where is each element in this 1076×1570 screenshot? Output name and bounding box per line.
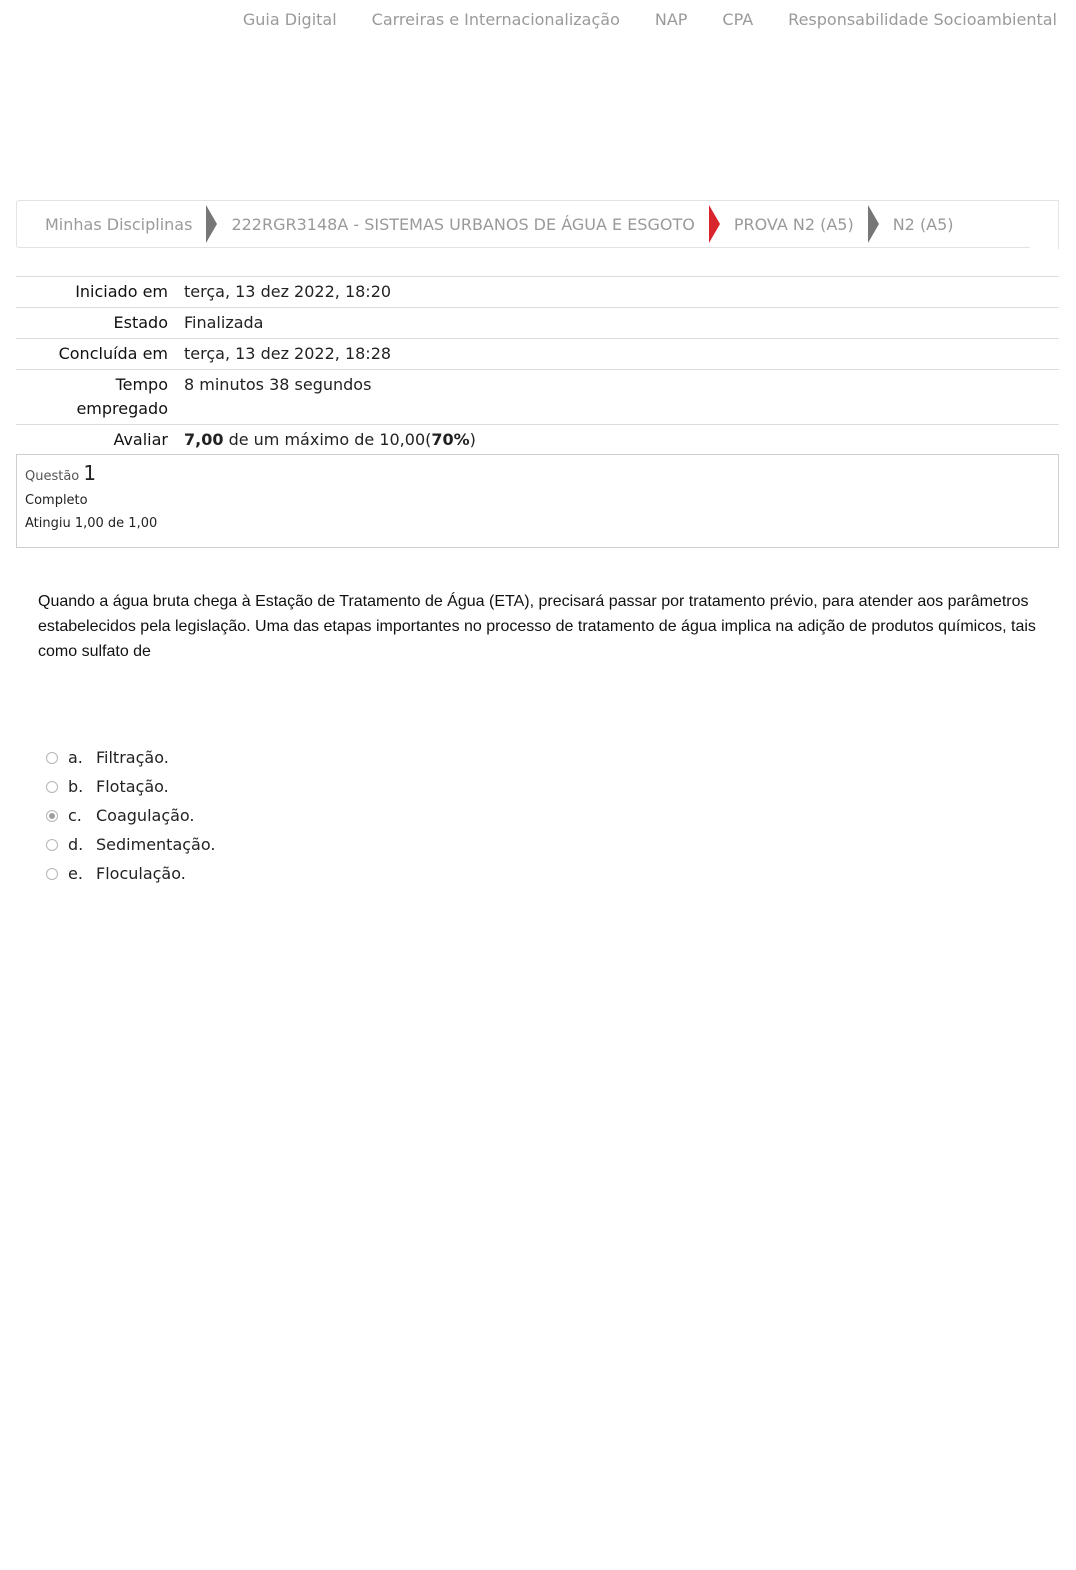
question-number: Questão 1 — [25, 461, 97, 485]
breadcrumb — [16, 200, 1059, 248]
option-letter: e. — [68, 864, 83, 883]
question-text: Quando a água bruta chega à Estação de Tratamento de Água (ETA), precisará passar por tratamento prévio, para atender aos parâmetros estabelecidos pela legislação. Uma das etapas importantes no processo de tratamento de água implica na adição de produtos químicos, tais como sulfato de — [38, 593, 1036, 660]
summary-label: Avaliar — [113, 430, 168, 449]
summary-value: Finalizada — [184, 313, 264, 332]
breadcrumb-current[interactable]: N2 (A5) — [892, 214, 954, 234]
answer-option-b[interactable] — [46, 772, 215, 801]
grade-score: 7,00 — [184, 430, 224, 449]
radio-unchecked-icon[interactable] — [46, 839, 58, 851]
summary-row-started — [16, 277, 1059, 308]
answer-option-c[interactable] — [46, 801, 215, 830]
summary-row-state — [16, 308, 1059, 339]
nav-responsabilidade[interactable]: Responsabilidade Socioambiental — [788, 10, 1057, 29]
breadcrumb-minhas-disciplinas[interactable]: Minhas Disciplinas — [45, 214, 193, 234]
summary-label: Tempo empregado — [76, 375, 168, 418]
summary-value: 8 minutos 38 segundos — [184, 375, 372, 394]
answer-options — [46, 743, 215, 888]
question-info — [16, 454, 1059, 548]
summary-label: Iniciado em — [75, 282, 168, 301]
breadcrumb-course[interactable]: 222RGR3148A - SISTEMAS URBANOS DE ÁGUA E ESGOTO — [231, 214, 695, 234]
option-letter: a. — [68, 748, 83, 767]
breadcrumb-separator-icon — [868, 205, 879, 243]
question-status: Completo — [25, 493, 88, 508]
nav-cpa[interactable]: CPA — [722, 10, 754, 29]
option-letter: b. — [68, 777, 84, 796]
summary-label: Estado — [113, 313, 168, 332]
question-mark: Atingiu 1,00 de 1,00 — [25, 516, 158, 531]
answer-option-a[interactable] — [46, 743, 215, 772]
nav-nap[interactable]: NAP — [654, 10, 688, 29]
option-text: Floculação. — [96, 864, 186, 883]
grade-percent: 70% — [431, 430, 470, 449]
option-text: Coagulação. — [96, 806, 195, 825]
option-letter: c. — [68, 806, 82, 825]
breadcrumb-separator-icon — [709, 205, 720, 243]
summary-row-grade — [16, 425, 1059, 456]
option-text: Flotação. — [96, 777, 169, 796]
breadcrumb-exam[interactable]: PROVA N2 (A5) — [733, 214, 854, 234]
summary-value: terça, 13 dez 2022, 18:20 — [184, 282, 392, 301]
option-text: Filtração. — [96, 748, 169, 767]
breadcrumb-separator-icon — [206, 205, 217, 243]
answer-option-e[interactable] — [46, 859, 215, 888]
top-navigation — [243, 10, 1057, 29]
radio-unchecked-icon[interactable] — [46, 868, 58, 880]
attempt-summary — [16, 276, 1059, 456]
summary-row-completed — [16, 339, 1059, 370]
nav-guia-digital[interactable]: Guia Digital — [242, 10, 337, 29]
radio-checked-icon[interactable] — [46, 810, 58, 822]
answer-option-d[interactable] — [46, 830, 215, 859]
radio-unchecked-icon[interactable] — [46, 752, 58, 764]
option-letter: d. — [68, 835, 84, 854]
summary-label: Concluída em — [58, 344, 168, 363]
nav-carreiras[interactable]: Carreiras e Internacionalização — [371, 10, 620, 29]
summary-row-time — [16, 370, 1059, 425]
summary-value: 7,00 de um máximo de 10,00(70%) — [184, 430, 476, 449]
radio-unchecked-icon[interactable] — [46, 781, 58, 793]
option-text: Sedimentação. — [96, 835, 216, 854]
summary-value: terça, 13 dez 2022, 18:28 — [184, 344, 392, 363]
